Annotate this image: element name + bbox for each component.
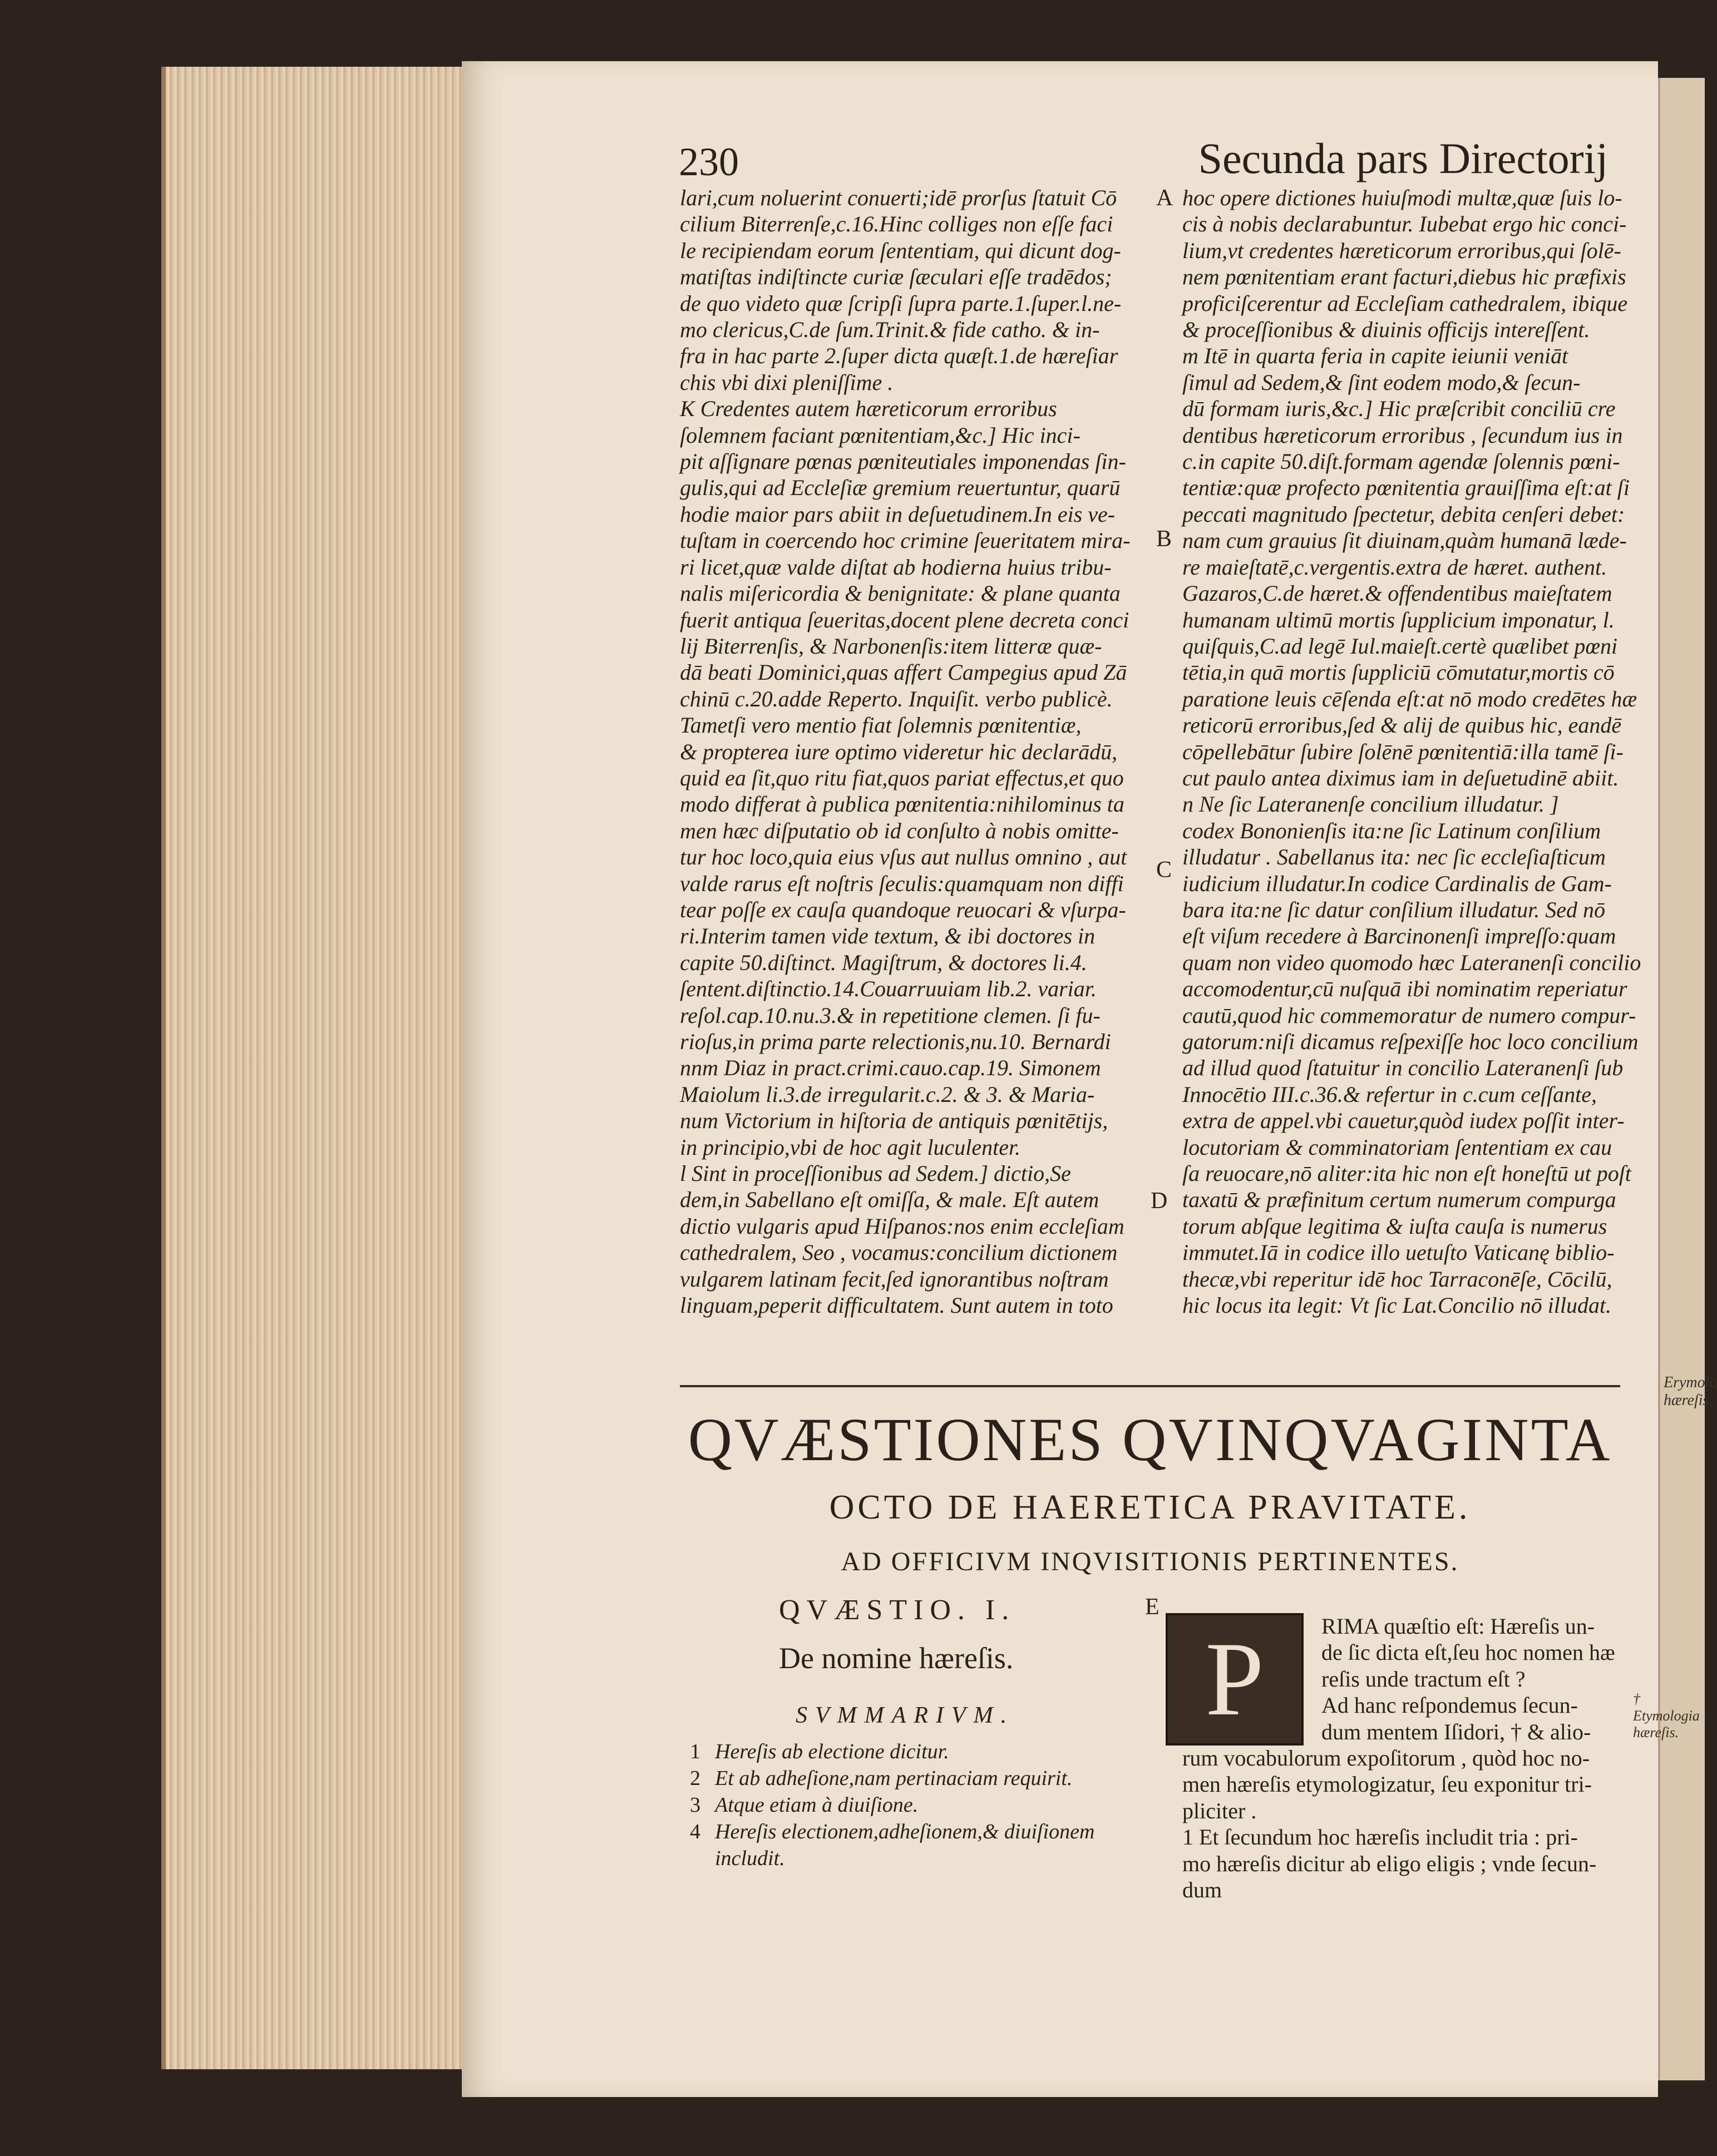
drop-cap-initial: P [1166,1613,1304,1745]
text-line: hodie maior pars abiit in deſuetudinem.In eis ve- [680,501,1116,527]
text-line: dum [1182,1877,1222,1903]
text-line: valde rarus eſt noſtris ſeculis:quamquam non diffi [680,871,1124,896]
left-text-column [680,185,1150,1318]
text-line: de ſic dicta eſt,ſeu hoc nomen hæ [1321,1640,1615,1665]
text-line: immutet.Iā in codice illo uetuſto Vaticanę biblio- [1182,1240,1615,1265]
section-divider [680,1385,1620,1387]
facing-page-edge [1658,78,1717,2080]
summary-item-text: Atque etiam à diuiſione. [715,1793,919,1817]
text-line: ri licet,quæ valde diſtat ab hodierna huius tribu- [680,554,1112,580]
text-line: linguam,peperit difficultatem. Sunt autem in toto [680,1293,1113,1318]
text-line: nam cum grauius ſit diuinam,quàm humanā læde- [1182,528,1627,553]
text-line: humanam ultimū mortis ſupplicium imponatur, l. [1182,607,1615,632]
facing-margin-note: Erymolo hæreſis. [1664,1374,1717,1409]
text-line: rum vocabulorum expoſitorum , quòd hoc no- [1182,1745,1590,1771]
text-line: n Ne ſic Lateranenſe concilium illudatur. ] [1182,792,1559,817]
text-line: dū formam iuris,&c.] Hic præſcribit conciliū cre [1182,396,1616,422]
text-line: ad illud quod ſtatuitur in concilio Lateranenſi ſub [1182,1055,1624,1081]
text-line: illudatur . Sabellanus ita: nec ſic eccleſiaſticum [1182,844,1606,870]
text-line: thecæ,vbi reperitur idē hoc Tarraconēſe, Cōcilū, [1182,1266,1612,1292]
text-line: men hæreſis etymologizatur, ſeu exponitur tri- [1182,1772,1592,1797]
text-line: hic locus ita legit: Vt ſic Lat.Concilio nō illudat. [1182,1293,1612,1318]
text-line: reſol.cap.10.nu.3.& in repetitione clemen. ſi fu- [680,1002,1101,1028]
text-line: tētia,in quā mortis ſuppliciū cōmutatur,mortis cō [1182,660,1615,685]
text-line: pliciter . [1182,1798,1257,1823]
text-line: chinū c.20.adde Reperto. Inquiſit. verbo publicè. [680,686,1113,711]
text-line: dā beati Dominici,quas affert Campegius apud Zā [680,660,1127,685]
text-line: reſis unde tractum eſt ? [1321,1666,1526,1692]
summary-item-text: Et ab adheſione,nam pertinaciam requirit. [715,1767,1073,1790]
text-line: num Victorium in hiſtoria de antiquis pœnitētijs, [680,1108,1108,1134]
text-line: cautū,quod hic commemoratur de numero compur- [1182,1002,1636,1028]
text-line: ſa reuocare,nō aliter:ita hic non eſt honeſtū ut poſt [1182,1161,1631,1186]
text-line: peccati magnitudo ſpectetur, debita cenſeri debet: [1182,501,1625,527]
text-line: cathedralem, Seo , vocamus:concilium dictionem [680,1240,1118,1265]
margin-letter-c: C [1156,857,1172,883]
summary-item [690,1765,1168,1792]
margin-letter-e: E [1145,1594,1160,1620]
text-line: reticorū erroribus,ſed & alij de quibus hic, eandē [1182,713,1622,738]
text-line: quam non video quomodo hæc Lateranenſi concilio [1182,950,1641,975]
margin-letter-b: B [1156,526,1172,552]
summary-item-text: Hereſis ab electione dicitur. [715,1740,949,1763]
section-title: QVÆSTIONES QVINQVAGINTA [688,1406,1612,1473]
text-line: quiſquis,C.ad legē Iul.maieſt.certè quælibet pœni [1182,633,1618,659]
summary-item-number: 3 [690,1793,700,1817]
section-subtitle: OCTO DE HAERETICA PRAVITATE. [829,1489,1471,1526]
text-line: fra in hac parte 2.ſuper dicta quæſt.1.de hæreſiar [680,343,1118,369]
text-line: matiſtas indiſtincte curiæ ſæculari eſſe tradēdos; [680,264,1112,290]
text-line: locutoriam & comminatoriam ſententiam ex cau [1182,1134,1612,1160]
text-line: proficiſcerentur ad Eccleſiam cathedralem, ibique [1182,290,1628,316]
margin-note-etymologia: † Etymologia hæreſis. [1633,1691,1700,1740]
summary-item [690,1792,1168,1818]
text-line: dentibus hæreticorum erroribus , ſecundum ius in [1182,422,1623,448]
text-line: mo hæreſis dicitur ab eligo eligis ; vnde ſecun- [1182,1851,1597,1876]
summary-item-number: 4 [690,1820,700,1843]
text-line: codex Bononienſis ita:ne ſic Latinum conſilium [1182,818,1601,843]
question-label: QVÆSTIO. I. [779,1594,1016,1626]
text-line: hoc opere dictiones huiuſmodi multæ,quæ ſuis lo- [1182,185,1622,210]
page-edges [161,67,466,2069]
summary-item-text: includit. [715,1847,785,1870]
margin-letter-a: A [1156,185,1173,211]
text-line: modo differat à publica pœnitentia:nihilominus ta [680,792,1124,817]
text-line: paratione leuis cēſenda eſt:at nō modo credētes hæ [1182,686,1637,711]
text-line: eſt viſum recedere à Barcinonenſi impreſſo:quam [1182,923,1616,949]
text-line: c.in capite 50.diſt.formam agendæ ſolennis pœni- [1182,449,1620,474]
text-line: fuerit antiqua ſeueritas,docent plene decreta conci [680,607,1129,632]
question-body [1182,1613,1639,1903]
summary-item-number: 1 [690,1740,700,1763]
running-title: Secunda pars Directorij [1198,134,1608,182]
question-title: De nomine hæreſis. [779,1641,1014,1675]
text-line: re maieſtatē,c.vergentis.extra de hæret. authent. [1182,554,1607,580]
text-line: ſimul ad Sedem,& ſint eodem modo,& ſecun- [1182,369,1581,395]
text-line: bara ita:ne ſic datur conſilium illudatur. Sed nō [1182,897,1605,922]
text-line: lium,vt credentes hæreticorum erroribus,qui ſolē- [1182,238,1621,263]
text-line: tuſtam in coercendo hoc crimine ſeueritatem mira- [680,528,1131,553]
text-line: ſentent.diſtinctio.14.Couarruuiam lib.2. variar. [680,976,1097,1002]
text-line: nem pœnitentiam erant facturi,diebus hic præfixis [1182,264,1626,290]
text-line: taxatū & præfinitum certum numerum compurga [1182,1187,1616,1213]
text-line: l Sint in proceſſionibus ad Sedem.] dictio,Se [680,1161,1071,1186]
text-line: ſolemnem faciant pœnitentiam,&c.] Hic inci- [680,422,1080,448]
page-header [679,133,1608,189]
text-line: mo clericus,C.de ſum.Trinit.& fide catho. & in- [680,317,1100,343]
text-line: cōpellebātur ſubire ſolēnē pœnitentiā:illa tamē ſi- [1182,739,1624,764]
text-line: accomodentur,cū nuſquā ibi nominatim reperiatur [1182,976,1627,1002]
text-line: tentiæ:quæ profecto pœnitentia grauiſſima eſt:at ſi [1182,475,1630,501]
text-line: torum abſque legitima & iuſta cauſa is numerus [1182,1213,1607,1239]
text-line: chis vbi dixi pleniſſime . [680,369,894,395]
text-line: de quo videto quæ ſcripſi ſupra parte.1.ſuper.l.ne- [680,290,1122,316]
text-line: Ad hanc reſpondemus ſecun- [1321,1693,1578,1718]
summary-item [690,1738,1168,1765]
summary-list [690,1738,1168,1872]
summary-item-text: Hereſis electionem,adheſionem,& diuiſionem [715,1820,1095,1843]
text-line: RIMA quæſtio eſt: Hæreſis un- [1321,1614,1595,1639]
text-line: tur hoc loco,quia eius vſus aut nullus omnino , aut [680,844,1127,870]
text-line: K Credentes autem hæreticorum erroribus [680,396,1057,422]
text-line: Maiolum li.3.de irregularit.c.2. & 3. & Maria- [680,1081,1095,1107]
summary-label: SVMMARIVM. [796,1703,1015,1728]
page-number: 230 [679,140,739,184]
text-line: nalis miſericordia & benignitate: & plane quanta [680,581,1121,606]
text-line: & proceſſionibus & diuinis officijs intereſſent. [1182,317,1590,343]
text-line: nnm Diaz in pract.crimi.cauo.cap.19. Simonem [680,1055,1101,1081]
text-line: cis à nobis declarabuntur. Iubebat ergo hic conci- [1182,211,1627,237]
right-text-column [1182,185,1641,1318]
text-line: gatorum:niſi dicamus reſpexiſſe hoc loco concilium [1182,1029,1639,1054]
text-line: Gazaros,C.de hæret.& offendentibus maieſtatem [1182,581,1612,606]
text-line: dictio vulgaris apud Hiſpanos:nos enim eccleſiam [680,1213,1124,1239]
text-line: vulgarem latinam fecit,ſed ignorantibus noſtram [680,1266,1109,1292]
summary-item [690,1818,1168,1845]
text-line: cilium Biterrenſe,c.16.Hinc colliges non eſſe faci [680,211,1113,237]
text-line: iudicium illudatur.In codice Cardinalis de Gam- [1182,871,1612,896]
text-line: extra de appel.vbi cauetur,quòd iudex poſſit inter- [1182,1108,1625,1134]
text-line: lari,cum noluerint conuerti;idē prorſus ſtatuit Cō [680,185,1117,210]
text-line: capite 50.diſtinct. Magiſtrum, & doctores li.4. [680,950,1087,975]
text-line: in principio,vbi de hoc agit luculenter. [680,1134,1021,1160]
text-line: tear poſſe ex cauſa quandoque reuocari & vſurpa- [680,897,1126,922]
text-line: rioſus,in prima parte relectionis,nu.10. Bernardi [680,1029,1111,1054]
text-line: Innocētio III.c.36.& refertur in c.cum ceſſante, [1182,1081,1597,1107]
text-line: & propterea iure optimo videretur hic declarādū, [680,739,1118,764]
text-line: quid ea ſit,quo ritu fiat,quos pariat effectus,et quo [680,765,1124,790]
margin-letter-d: D [1151,1188,1168,1214]
text-line: Tametſi vero mentio fiat ſolemnis pœnitentiæ, [680,713,1082,738]
text-line: gulis,qui ad Eccleſiæ gremium reuertuntur, quarū [680,475,1121,501]
summary-item [690,1845,1168,1872]
text-line: m Itē in quarta feria in capite ieiunii veniāt [1182,343,1568,369]
text-line: 1 Et ſecundum hoc hæreſis includit tria : pri- [1182,1824,1578,1850]
text-line: lij Biterrenſis, & Narbonenſis:item litteræ quæ- [680,633,1102,659]
text-line: le recipiendam eorum ſententiam, qui dicunt dog- [680,238,1121,263]
section-subtitle-2: AD OFFICIVM INQVISITIONIS PERTINENTES. [841,1547,1459,1576]
text-line: dum mentem Iſidori, † & alio- [1321,1719,1591,1744]
text-line: pit aſſignare pœnas pœniteutiales imponendas ſin- [680,449,1126,474]
summary-item-number: 2 [690,1767,700,1790]
text-line: cut paulo antea diximus iam in deſuetudinē abiit. [1182,765,1619,790]
text-line: ri.Interim tamen vide textum, & ibi doctores in [680,923,1096,949]
text-line: dem,in Sabellano eſt omiſſa, & male. Eſt autem [680,1187,1099,1213]
text-line: men hæc diſputatio ob id conſulto à nobis omitte- [680,818,1119,843]
